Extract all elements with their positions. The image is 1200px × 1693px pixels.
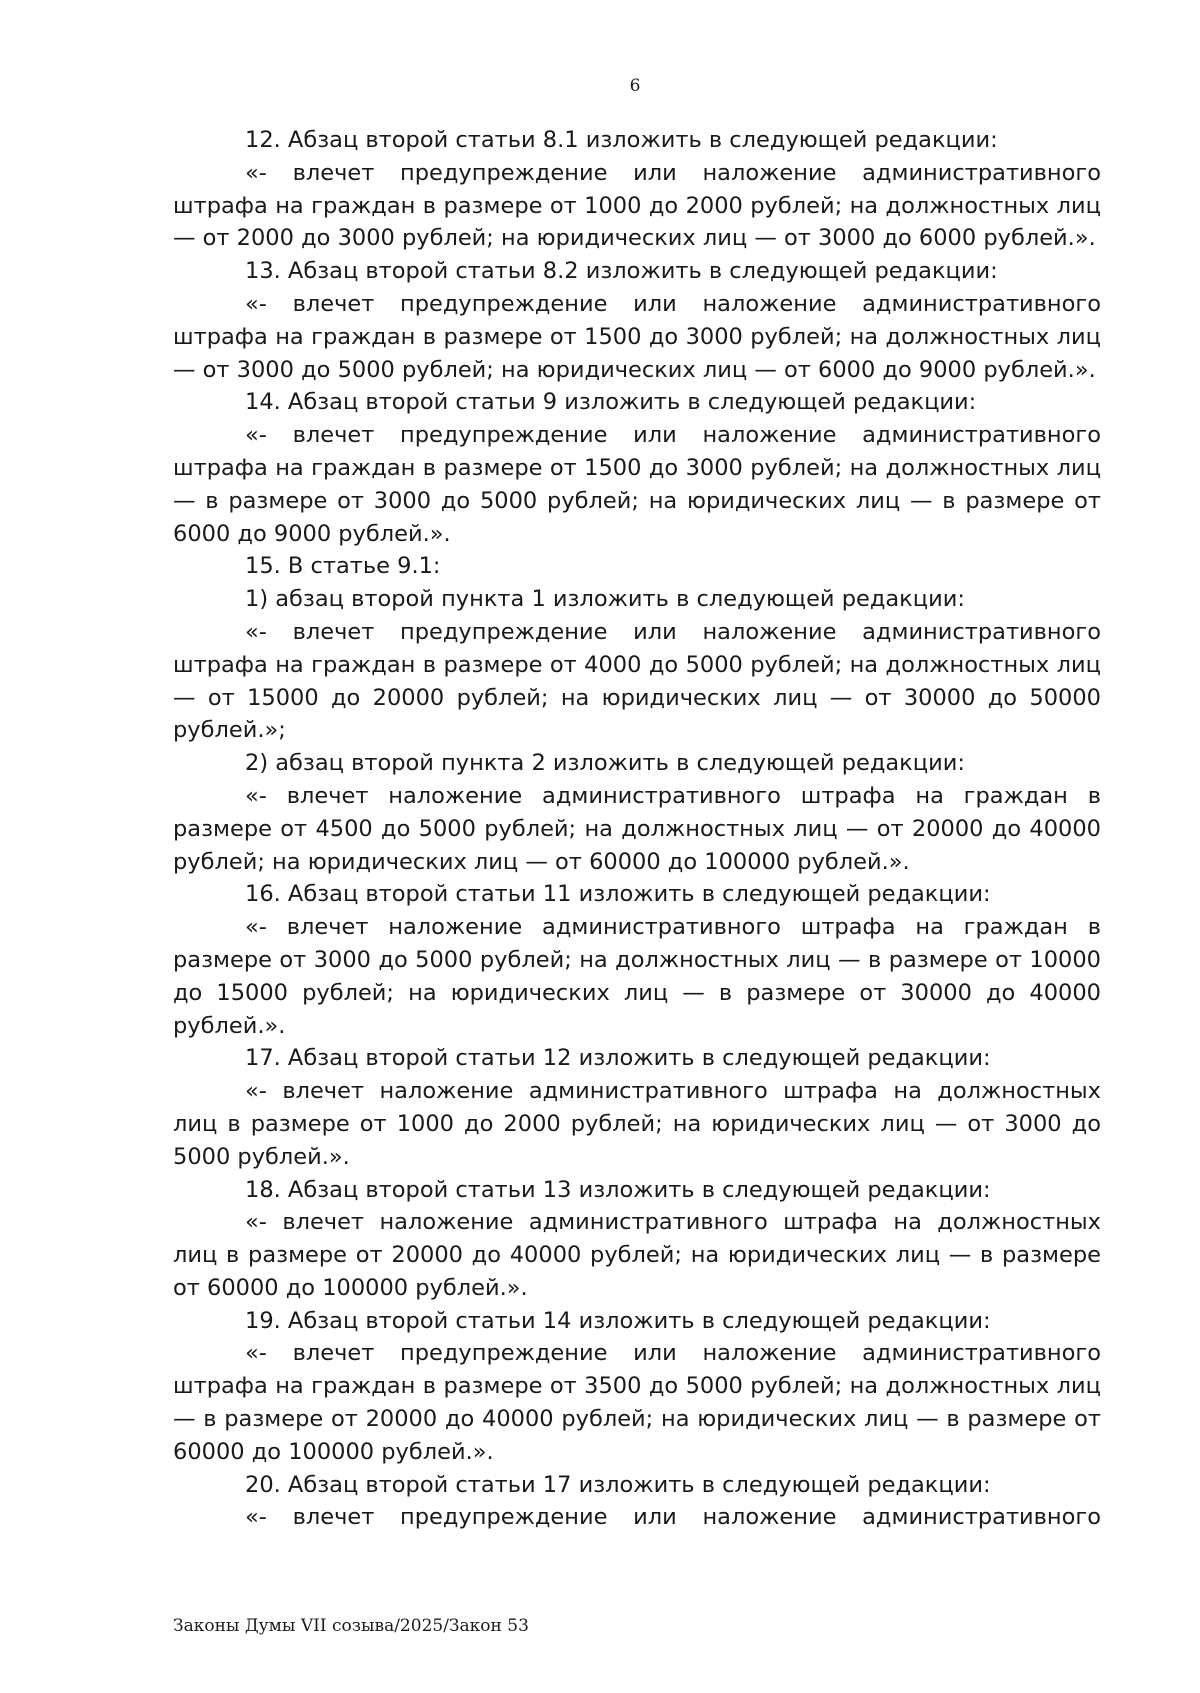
paragraph-item-15-sub-1-heading: 1) абзац второй пункта 1 изложить в следующей редакции:	[245, 586, 965, 613]
paragraph-item-20-heading: 20. Абзац второй статьи 17 изложить в следующей редакции:	[245, 1471, 991, 1498]
paragraph-item-20-text: «- влечет предупреждение или наложение административного	[245, 1504, 1101, 1531]
paragraph-item-16-text: «- влечет наложение административного штрафа на граждан в размере от 3000 до 5000 рублей; на должностных лиц — в размере от 10000 до 15000 рублей; на юридических лиц — в размере от 30000 до 40000 рублей.».	[173, 914, 1101, 1039]
paragraph-item-19-heading: 19. Абзац второй статьи 14 изложить в следующей редакции:	[245, 1307, 991, 1334]
paragraph-item-15-sub-1-text: «- влечет предупреждение или наложение административного штрафа на граждан в размере от 4000 до 5000 рублей; на должностных лиц — от 15000 до 20000 рублей; на юридических лиц — от 30000 до 50000 рублей.»;	[173, 618, 1101, 744]
document-body	[173, 124, 1101, 1534]
paragraph-item-14-text: «- влечет предупреждение или наложение административного штрафа на граждан в размере от 1500 до 3000 рублей; на должностных лиц — в размере от 3000 до 5000 рублей; на юридических лиц — в размере от 6000 до 9000 рублей.».	[173, 422, 1101, 547]
paragraph-item-15-sub-2-heading: 2) абзац второй пункта 2 изложить в следующей редакции:	[245, 750, 965, 777]
paragraph-item-12-text: «- влечет предупреждение или наложение административного штрафа на граждан в размере от 1000 до 2000 рублей; на должностных лиц — от 2000 до 3000 рублей; на юридических лиц — от 3000 до 6000 рублей.».	[173, 159, 1101, 252]
paragraph-item-15-heading: 15. В статье 9.1:	[245, 553, 441, 580]
paragraph-item-14-heading: 14. Абзац второй статьи 9 изложить в следующей редакции:	[245, 389, 977, 416]
paragraph-item-19-text: «- влечет предупреждение или наложение административного штрафа на граждан в размере от 3500 до 5000 рублей; на должностных лиц — в размере от 20000 до 40000 рублей; на юридических лиц — в размере от 60000 до 100000 рублей.».	[173, 1340, 1101, 1465]
paragraph-item-17-text: «- влечет наложение административного штрафа на должностных лиц в размере от 1000 до 2000 рублей; на юридических лиц — от 3000 до 5000 рублей.».	[173, 1078, 1101, 1170]
paragraph-item-12-heading: 12. Абзац второй статьи 8.1 изложить в следующей редакции:	[245, 127, 998, 153]
paragraph-item-15-sub-2-text: «- влечет наложение административного штрафа на граждан в размере от 4500 до 5000 рублей; на должностных лиц — от 20000 до 40000 рублей; на юридических лиц — от 60000 до 100000 рублей.».	[173, 782, 1101, 875]
document-footer: Законы Думы VII созыва/2025/Закон 53	[173, 1616, 529, 1636]
page-number: 6	[629, 76, 641, 96]
paragraph-item-18-text: «- влечет наложение административного штрафа на должностных лиц в размере от 20000 до 40000 рублей; на юридических лиц — в размере от 60000 до 100000 рублей.».	[173, 1209, 1101, 1301]
paragraph-item-13-heading: 13. Абзац второй статьи 8.2 изложить в следующей редакции:	[245, 258, 998, 285]
paragraph-item-17-heading: 17. Абзац второй статьи 12 изложить в следующей редакции:	[245, 1045, 991, 1072]
paragraph-item-18-heading: 18. Абзац второй статьи 13 изложить в следующей редакции:	[245, 1176, 991, 1203]
paragraph-item-16-heading: 16. Абзац второй статьи 11 изложить в следующей редакции:	[245, 881, 991, 908]
paragraph-item-13-text: «- влечет предупреждение или наложение административного штрафа на граждан в размере от 1500 до 3000 рублей; на должностных лиц — от 3000 до 5000 рублей; на юридических лиц — от 6000 до 9000 рублей.».	[173, 290, 1101, 383]
